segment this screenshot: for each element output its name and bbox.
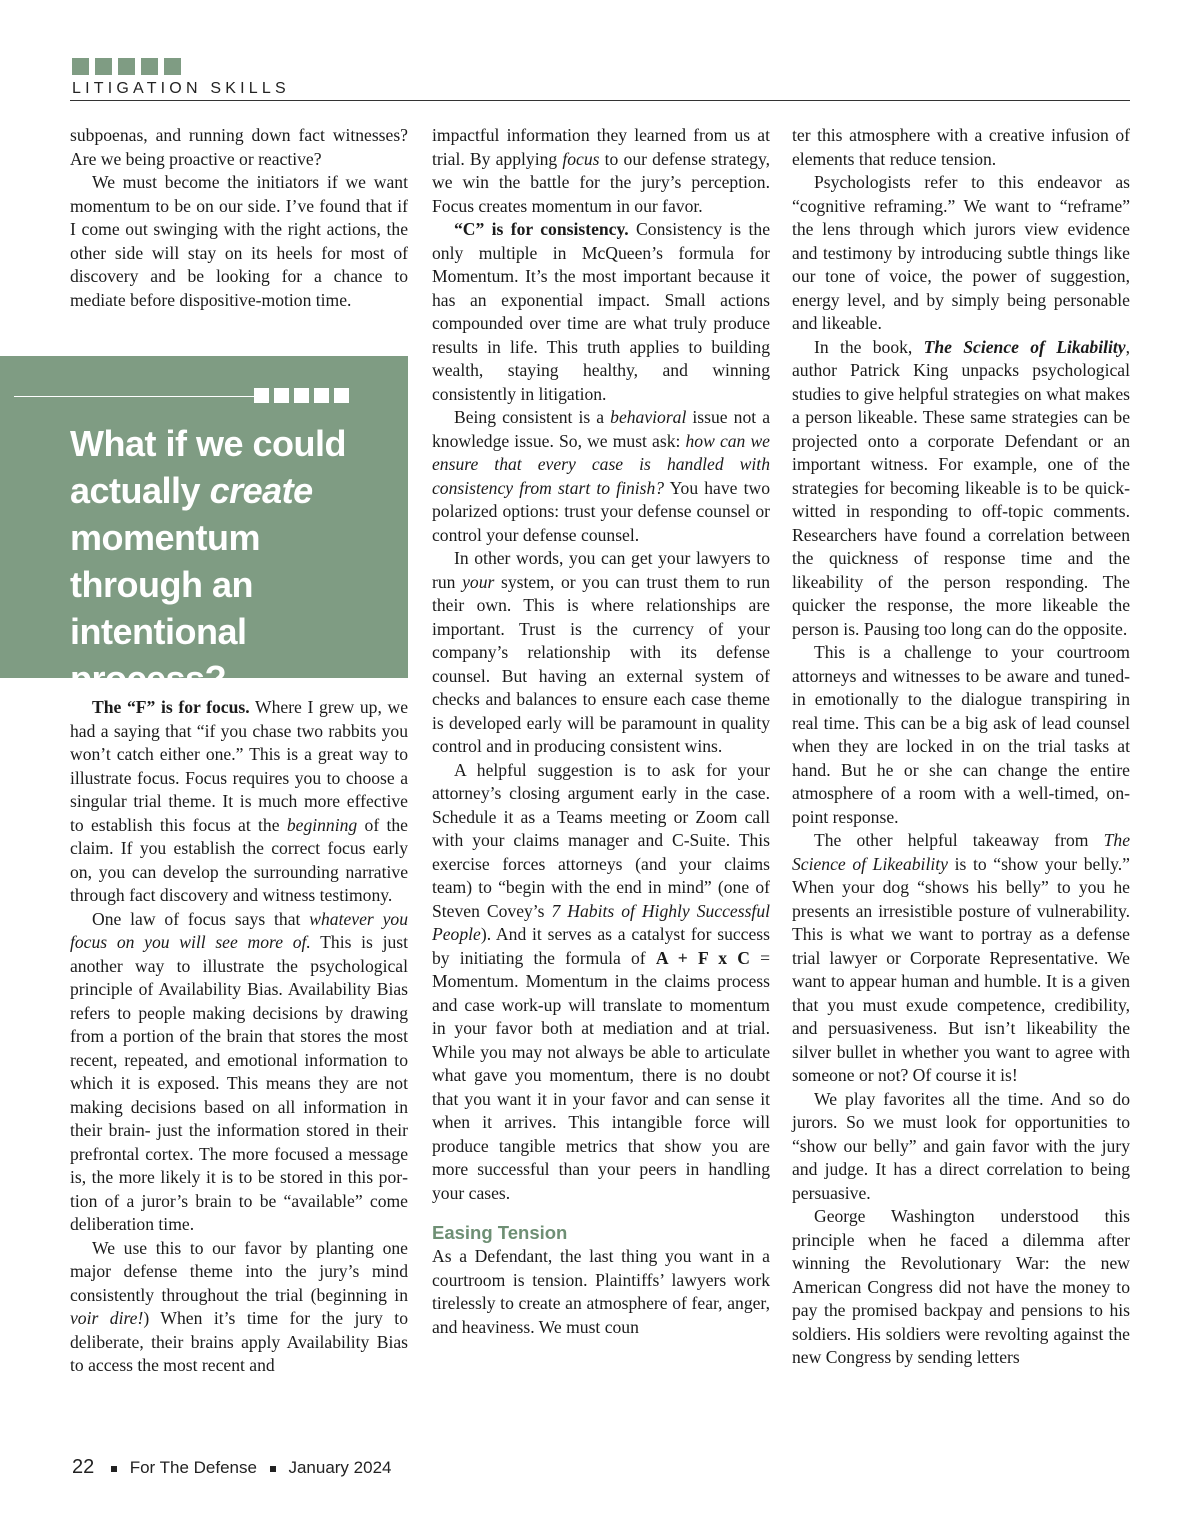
pullquote-squares <box>254 388 349 403</box>
paragraph <box>70 1237 408 1378</box>
text-run: What if we could actually <box>70 423 346 511</box>
text-run: Being consistent is a <box>454 407 611 427</box>
bullet-separator <box>111 1466 117 1472</box>
formula: A + F x C <box>655 947 750 968</box>
emphasis: The Science of Likeability <box>792 830 1130 874</box>
paragraph <box>432 547 770 759</box>
header-square <box>72 58 89 75</box>
run-in-head: The “F” is for focus. <box>92 697 250 717</box>
issue-date: January 2024 <box>288 1458 392 1477</box>
text-run: is to “show your belly.” When your dog “shows his belly” to you he presents an irresistible posture of vulnerability. This is what we want to portray as a defense trial lawyer or Corporate Representative. We want to appear human and humble. It is a given that you must exude competence, credibility, and persuasiveness. But isn’t likeability the silver bullet in whether you want to agree with someone or not? Of course it is! <box>792 853 1130 1085</box>
header-square <box>164 58 181 75</box>
header-square <box>141 58 158 75</box>
emphasis: 7 Habits of Highly Successful People <box>432 900 770 944</box>
text-run: You have two polarized options: trust your defense counsel or control your defense counsel. <box>432 477 770 545</box>
paragraph <box>70 696 408 908</box>
paragraph: subpoenas, and running down fact witnesses? Are we being proactive or reactive? <box>70 125 408 169</box>
subhead-easing-tension: Easing Tension <box>432 1222 568 1243</box>
paragraph: We play favorites all the time. And so do jurors. So we must look for opportunities to “show our belly” and gain favor with the jury and judge. It has a direct correlation to being persuasive. <box>792 1088 1130 1203</box>
text-run: impactful information they learned from us at trial. By applying <box>432 125 770 169</box>
paragraph: George Washington understood this principle when he faced a dilemma after winning the Revolutionary War: the new American Congress did not have the money to pay the promised backpay and pensions to his soldiers. His soldiers were revolting against the new Congress by sending letters <box>792 1206 1130 1367</box>
pullquote-square <box>254 388 269 403</box>
text-run: , author Patrick King unpacks psychological studies to give helpful strategies on what makes a person likeable. These same strategies can be projected onto a corporate Defendant or an important witness. For example, one of the strategies for becoming likeable is to be quick-witted in responding to off-topic comments. Researchers have found a correlation between the quickness of response time and the likeability of the person responding. The quicker the response, the more likeable the person is. Pausing too long can do the opposite. <box>792 336 1130 639</box>
emphasis: beginning <box>286 814 358 835</box>
bullet-separator <box>270 1466 276 1472</box>
paragraph <box>432 124 770 218</box>
paragraph <box>792 829 1130 1088</box>
paragraph <box>70 908 408 1237</box>
book-title: The Science of Likability <box>923 336 1126 357</box>
text-run: to our defense strategy, we win the battle for the jury’s perception. Focus creates momentum in our favor. <box>432 148 770 216</box>
paragraph: Psychologists refer to this endeavor as “cognitive reframing.” We want to “reframe” the lens through which jurors view evidence and testimony by introducing subtle things like our tone of voice, the power of suggestion, energy level, and by simply being personable and likeable. <box>792 172 1130 333</box>
text-run: We use this to our favor by planting one major defense theme into the jury’s mind consistently throughout the trial (beginning in <box>70 1237 408 1305</box>
pullquote-text <box>70 420 400 702</box>
pullquote-square <box>274 388 289 403</box>
paragraph: We must become the initiators if we want momentum to be on our side. I’ve found that if I come out swinging with the right actions, the other side will stay on its heels for most of discovery and be looking for a chance to mediate before dispositive-motion time. <box>70 172 408 310</box>
text-run: ). And it serves as a catalyst for success by initiating the formula of <box>432 924 770 968</box>
emphasis: create <box>209 470 313 511</box>
header-squares <box>72 58 181 75</box>
text-run: One law of focus says that <box>92 908 310 929</box>
emphasis: whatever you focus on you will see more of. <box>70 908 408 952</box>
paragraph: ter this atmosphere with a creative infusion of elements that reduce tension. <box>792 125 1130 169</box>
paragraph: As a Defendant, the last thing you want in a courtroom is tension. Plaintiffs’ lawyers work tirelessly to create an atmosphere of fear, anger, and heaviness. We must coun <box>432 1246 770 1337</box>
paragraph <box>792 336 1130 642</box>
text-run: Where I grew up, we had a saying that “if you chase two rabbits you won’t catch either one.” This is a great way to illustrate focus. Focus requires you to choose a singular trial theme. It is much more effective to establish this focus at the <box>70 697 409 835</box>
emphasis: your <box>462 571 495 592</box>
text-run: This is just another way to illustrate the psychological principle of Availability Bias. Availability Bias refers to people making decisions by drawing from a portion of the brain that stores the most recent, repeated, and emotional information to which it is exposed. This means they are not making decisions based on all information in their brain- just the information stored in their prefrontal cortex. The more focused a message is, the more likely it is to be stored in this portion of a juror’s brain to be “available” come deliberation time. <box>70 932 408 1234</box>
text-run: The other helpful takeaway from <box>814 830 1104 850</box>
text-run: momentum through an intentional process? <box>70 517 261 699</box>
header-rule <box>70 100 1130 101</box>
column-1 <box>70 124 408 1378</box>
emphasis: how can we ensure that every case is handled with consistency from start to finish? <box>432 430 770 498</box>
pullquote-square <box>294 388 309 403</box>
section-label: LITIGATION SKILLS <box>72 80 290 97</box>
emphasis: behavioral <box>610 407 687 427</box>
text-run: of the claim. If you establish the correct focus early on, you can develop the surrounding narrative through fact discovery and witness testimony. <box>70 814 408 905</box>
text-run: ) When it’s time for the jury to deliberate, their brains apply Availability Bias to access the most recent and <box>70 1308 408 1375</box>
pullquote-rule <box>14 396 254 397</box>
text-run: In other words, you can get your lawyers to run <box>432 548 770 592</box>
emphasis: focus <box>562 148 600 169</box>
text-run: Consistency is the only multiple in McQueen’s formula for Momentum. It’s the most important because it has an exponential impact. Small actions compounded over time are what truly produce results in life. This truth applies to building wealth, staying healthy, and winning consistently in litigation. <box>432 219 770 404</box>
header-square <box>118 58 135 75</box>
page-number: 22 <box>72 1456 95 1478</box>
text-run: = Momentum. Momentum in the claims process and case work-up will translate to momentum in your favor both at mediation and at trial. While you may not always be able to articulate what gave you momentum, there is no doubt that you want it in your favor and can sense it when it arrives. This intangible force will produce tangible metrics that show you are more successful than your peers in handling your cases. <box>432 947 771 1203</box>
column-3 <box>792 124 1130 1370</box>
paragraph <box>432 218 770 406</box>
text-run: system, or you can trust them to run their own. This is where relationships are important. Trust is the currency of your company’s relationship with its defense counsel. But having an external system of checks and balances to ensure each case theme is developed early will be paramount in quality control and in producing consistent wins. <box>432 571 771 756</box>
text-run: A helpful suggestion is to ask for your attorney’s closing argument early in the case. Schedule it as a Teams meeting or Zoom call with your claims manager and C-Suite. This exercise forces attorneys (and your claims team) to “begin with the end in mind” (one of Steven Covey’s <box>432 759 770 921</box>
footer <box>72 1456 391 1479</box>
paragraph <box>432 759 770 1206</box>
text-run: In the book, <box>814 336 924 357</box>
header-square <box>95 58 112 75</box>
emphasis: voir dire! <box>70 1308 144 1328</box>
paragraph: This is a challenge to your courtroom attorneys and witnesses to be aware and tuned-in emotionally to the dialogue transpiring in real time. This can be a big ask of lead counsel when they are locked in on the trial tasks at hand. But he or she can change the entire atmosphere of a room with a well-timed, on-point response. <box>792 642 1130 827</box>
column-2 <box>432 124 770 1339</box>
pullquote-square <box>314 388 329 403</box>
pullquote-square <box>334 388 349 403</box>
paragraph <box>432 406 770 547</box>
publication-name: For The Defense <box>129 1458 257 1477</box>
text-run: issue not a knowledge issue. So, we must ask: <box>432 407 770 451</box>
run-in-head: “C” is for consistency. <box>454 219 629 239</box>
